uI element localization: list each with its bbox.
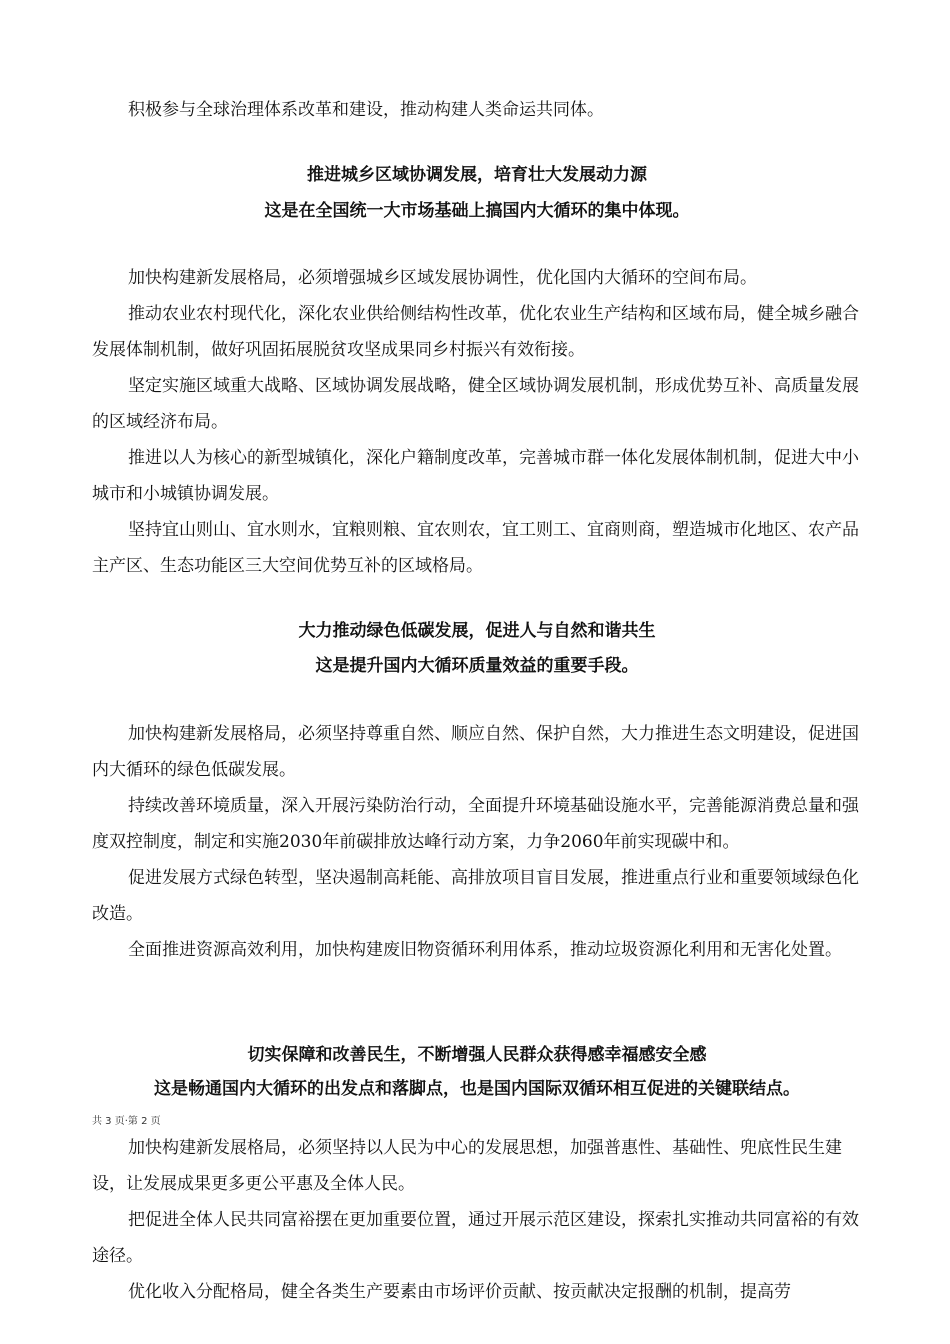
paragraph: 坚定实施区域重大战略、区域协调发展战略，健全区域协调发展机制，形成优势互补、高质量发展的区域经济布局。 (92, 376, 859, 432)
section-subheading: 这是在全国统一大市场基础上搞国内大循环的集中体现。 (264, 201, 690, 221)
section-subheading: 这是提升国内大循环质量效益的重要手段。 (315, 656, 639, 676)
section-heading: 切实保障和改善民生，不断增强人民群众获得感幸福感安全感 (247, 1045, 707, 1065)
paragraph: 促进发展方式绿色转型，坚决遏制高耗能、高排放项目盲目发展，推进重点行业和重要领域绿色化改造。 (92, 868, 859, 924)
section-subheading: 这是畅通国内大循环的出发点和落脚点，也是国内国际双循环相互促进的关键联结点。 (154, 1079, 800, 1099)
paragraph: 优化收入分配格局，健全各类生产要素由市场评价贡献、按贡献决定报酬的机制，提高劳 (128, 1282, 791, 1302)
paragraph: 推动农业农村现代化，深化农业供给侧结构性改革，优化农业生产结构和区域布局，健全城乡融合发展体制机制，做好巩固拓展脱贫攻坚成果同乡村振兴有效衔接。 (92, 304, 859, 360)
page-footer: 共 3 页·第 2 页 (92, 1116, 161, 1127)
paragraph: 持续改善环境质量，深入开展污染防治行动，全面提升环境基础设施水平，完善能源消费总量和强度双控制度，制定和实施2030年前碳排放达峰行动方案，力争2060年前实现碳中和。 (92, 796, 859, 852)
section-heading: 推进城乡区域协调发展，培育壮大发展动力源 (307, 165, 647, 185)
paragraph: 推进以人为核心的新型城镇化，深化户籍制度改革，完善城市群一体化发展体制机制，促进大中小城市和小城镇协调发展。 (92, 448, 859, 504)
paragraph: 全面推进资源高效利用，加快构建废旧物资循环利用体系，推动垃圾资源化利用和无害化处置。 (128, 940, 842, 960)
paragraph: 加快构建新发展格局，必须坚持尊重自然、顺应自然、保护自然，大力推进生态文明建设，促进国内大循环的绿色低碳发展。 (92, 724, 859, 780)
paragraph: 坚持宜山则山、宜水则水，宜粮则粮、宜农则农，宜工则工、宜商则商，塑造城市化地区、农产品主产区、生态功能区三大空间优势互补的区域格局。 (92, 520, 859, 576)
paragraph: 积极参与全球治理体系改革和建设，推动构建人类命运共同体。 (128, 100, 604, 120)
paragraph: 加快构建新发展格局，必须坚持以人民为中心的发展思想，加强普惠性、基础性、兜底性民生建设，让发展成果更多更公平惠及全体人民。 (92, 1138, 842, 1194)
section-heading: 大力推动绿色低碳发展，促进人与自然和谐共生 (298, 621, 656, 641)
paragraph: 把促进全体人民共同富裕摆在更加重要位置，通过开展示范区建设，探索扎实推动共同富裕的有效途径。 (92, 1210, 859, 1266)
paragraph: 加快构建新发展格局，必须增强城乡区域发展协调性，优化国内大循环的空间布局。 (128, 268, 757, 288)
